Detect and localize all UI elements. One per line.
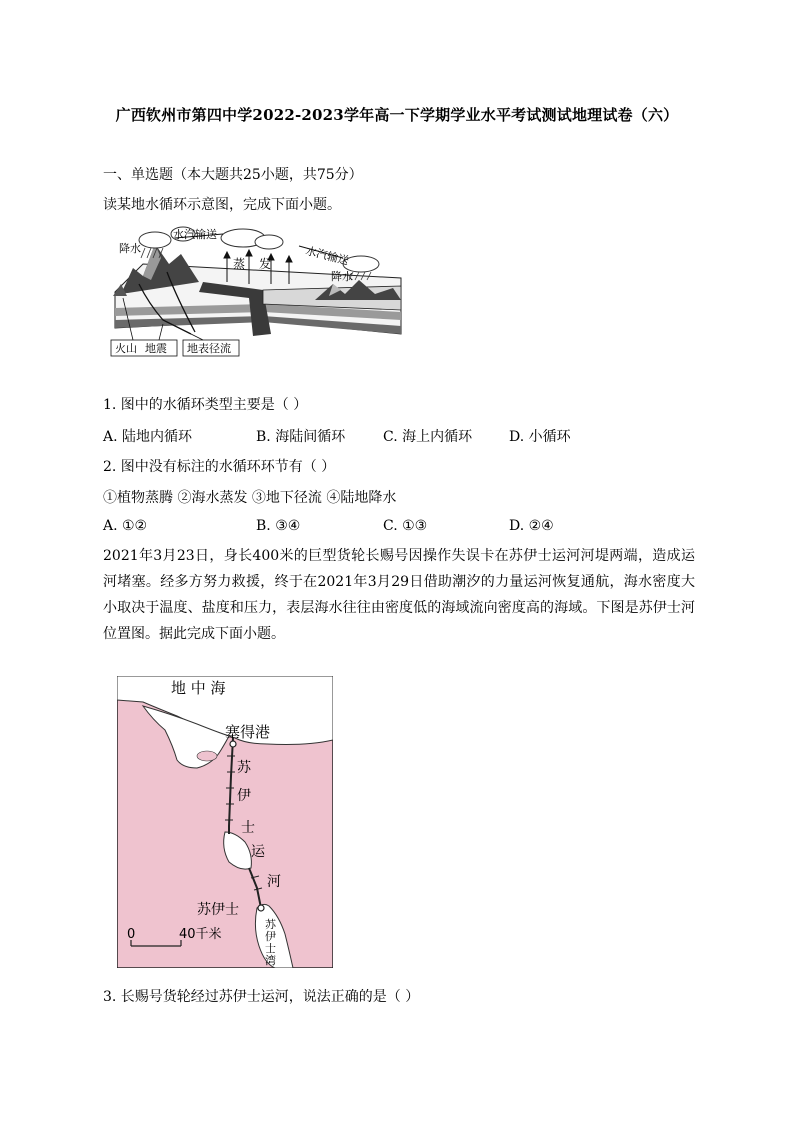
passage-text: 2021年3月23日，身长400米的巨型货轮长赐号因操作失误卡在苏伊士运河河堤两端，造成运河堵塞。经多方努力救援，终于在2021年3月29日借助潮汐的力量运河恢复通航，海水密度大小取决于温度、盐度和压力，表层海水往往由密度低的海域流向密度高的海域。下图是苏伊士河位置图。据此完成下面小题。 [103,548,695,642]
label-rain-right: 降水 [331,270,353,283]
section-heading: 一、单选题（本大题共25小题，共75分） [103,167,363,183]
port-marker [230,741,236,747]
label-evap-2: 发 [259,257,272,271]
label-volcano: 火山 [115,342,137,355]
label-vapor-left: 水汽输送 [173,228,217,241]
label-sea: 地 中 海 [171,679,226,697]
intro-text-1: 读某地水循环示意图，完成下面小题。 [103,197,341,213]
label-quake: 地震 [145,342,167,355]
label-bay-2: 伊 [265,930,276,943]
label-canal-4: 运 [251,844,265,860]
label-city: 苏伊士 [197,902,239,918]
label-vapor-right: 水汽输送 [304,244,351,268]
question-2-stem: 2. 图中没有标注的水循环环节有（ ） [103,459,336,475]
question-1-option-d[interactable]: D. 小循环 [509,429,571,445]
label-bay-3: 士 [265,942,276,955]
question-2-items: ①植物蒸腾 ②海水蒸发 ③地下径流 ④陆地降水 [103,490,397,506]
city-marker [258,905,264,911]
cloud-middle-2 [255,235,283,249]
question-1-option-b[interactable]: B. 海陆间循环 [256,429,346,445]
question-1-option-c[interactable]: C. 海上内循环 [383,429,473,445]
label-evap-1: 蒸 [233,257,246,271]
label-canal-3: 士 [241,820,255,836]
label-runoff: 地表径流 [187,342,231,355]
scale-zero: 0 [127,927,136,942]
page-title: 广西钦州市第四中学2022-2023学年高一下学期学业水平考试测试地理试卷（六） [115,106,679,124]
question-2-option-b[interactable]: B. ③④ [256,518,301,534]
cloud-left [139,232,171,248]
label-canal-1: 苏 [237,760,251,776]
label-rain-left: 降水 [119,242,141,255]
question-2-option-d[interactable]: D. ②④ [509,518,554,534]
question-1-stem: 1. 图中的水循环类型主要是（ ） [103,397,308,413]
question-1-option-a[interactable]: A. 陆地内循环 [103,429,193,445]
label-canal-2: 伊 [237,788,251,804]
suez-canal-map [117,676,333,968]
label-canal-5: 河 [267,874,281,890]
question-2-option-c[interactable]: C. ①③ [383,518,428,534]
question-2-option-a[interactable]: A. ①② [103,518,148,534]
question-3-stem: 3. 长赐号货轮经过苏伊士运河，说法正确的是（ ） [103,989,420,1005]
water-cycle-diagram [103,224,405,360]
label-port: 塞得港 [225,723,271,741]
label-bay-4: 湾 [265,954,276,967]
label-bay-1: 苏 [265,918,276,931]
scale-length: 40千米 [179,927,222,942]
